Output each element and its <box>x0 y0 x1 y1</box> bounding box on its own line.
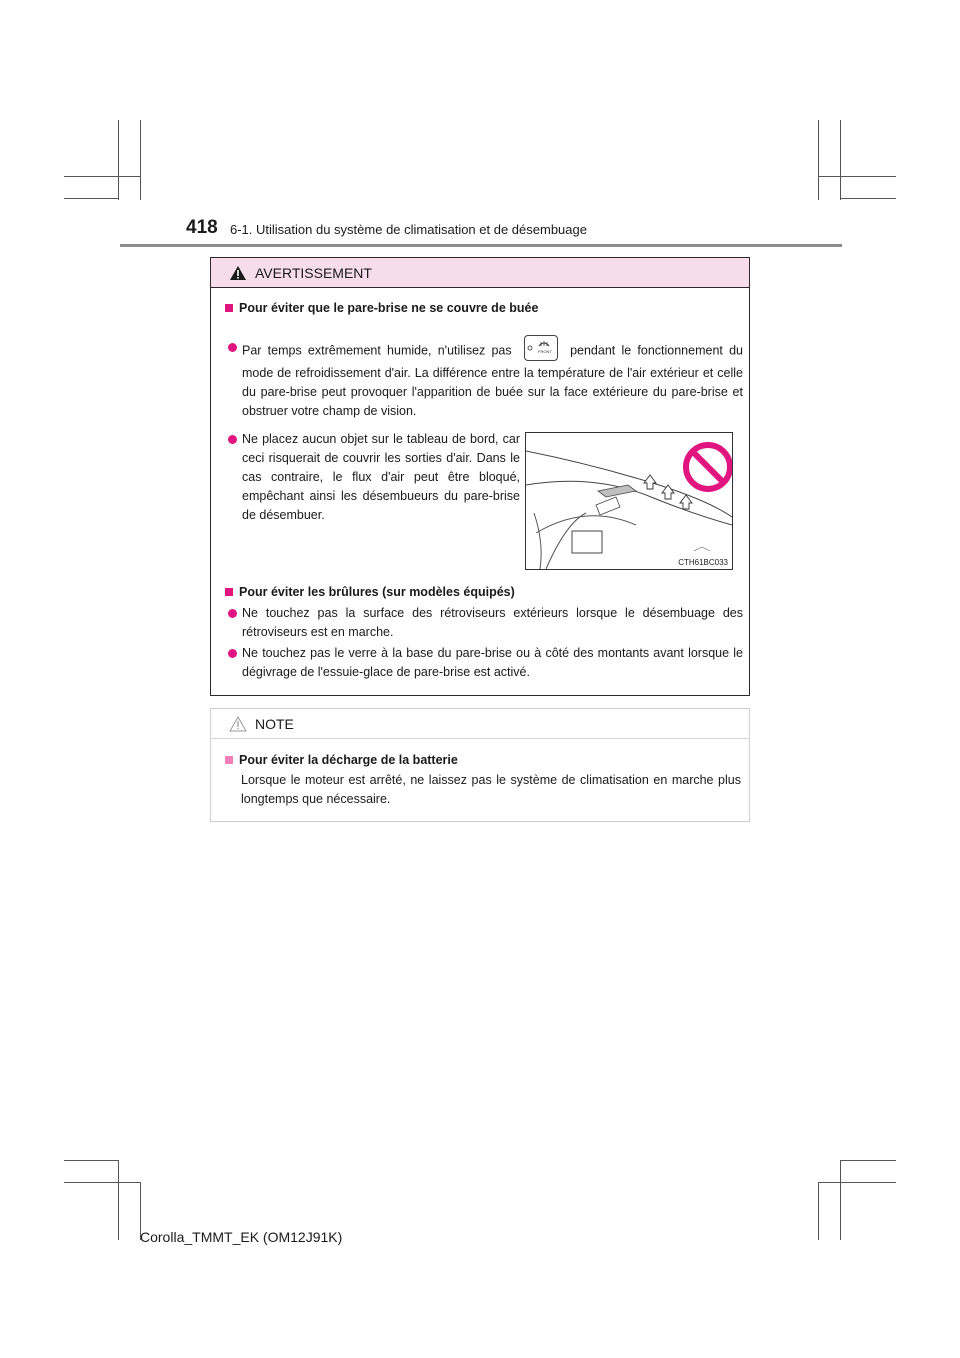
header-divider <box>120 244 842 247</box>
note-box <box>210 708 750 822</box>
warning-label: AVERTISSEMENT <box>255 264 372 281</box>
dashboard-drawing <box>526 433 732 569</box>
square-bullet-icon <box>225 756 233 764</box>
bullet-text: Ne touchez pas la surface des rétroviseurs extérieurs lorsque le désembuage des rétroviseurs est en marche. <box>242 606 743 639</box>
note-label: NOTE <box>255 715 294 732</box>
circle-bullet-icon <box>228 435 237 444</box>
bullet-humid-weather <box>228 338 743 421</box>
circle-bullet-icon <box>228 343 237 352</box>
topic-title: Pour éviter les brûlures (sur modèles équipés) <box>239 585 515 599</box>
bullet-text: Ne placez aucun objet sur le tableau de bord, car ceci risquerait de couvrir les sorties d'air. Dans le cas contraire, le flux d'air peut être bloqué, empêchant ainsi les désembueurs du pare-brise de désembuer. <box>242 432 520 522</box>
circle-bullet-icon <box>228 649 237 658</box>
button-label: FRONT <box>537 349 552 354</box>
bullet-wiper-deicer <box>228 644 743 682</box>
page-number: 418 <box>186 217 218 238</box>
front-defroster-button-icon <box>524 335 558 361</box>
note-header <box>211 709 749 739</box>
bullet-text-before: Par temps extrêmement humide, n'utilisez pas <box>242 343 512 358</box>
footer-model-code: Corolla_TMMT_EK (OM12J91K) <box>140 1229 343 1245</box>
topic-title: Pour éviter que le pare-brise ne se couvre de buée <box>239 301 539 315</box>
section-title: 6-1. Utilisation du système de climatisation et de désembuage <box>230 222 587 237</box>
square-bullet-icon <box>225 588 233 596</box>
illustration-code: CTH61BC033 <box>678 558 728 567</box>
warning-box <box>210 257 750 696</box>
bullet-dashboard-objects <box>228 430 520 525</box>
caution-outline-icon <box>229 716 247 732</box>
square-bullet-icon <box>225 304 233 312</box>
warning-triangle-icon <box>229 265 247 281</box>
bullet-text: Ne touchez pas le verre à la base du pare-brise ou à côté des montants avant lorsque le dégivrage de l'essuie-glace de pare-brise est activé. <box>242 646 743 679</box>
topic-windshield-fog <box>225 301 538 315</box>
topic-burns <box>225 585 515 599</box>
note-text: Lorsque le moteur est arrêté, ne laissez pas le système de climatisation en marche plus longtemps que nécessaire. <box>241 773 741 806</box>
topic-battery <box>225 753 458 767</box>
topic-title: Pour éviter la décharge de la batterie <box>239 753 458 767</box>
circle-bullet-icon <box>228 609 237 618</box>
warning-header <box>211 258 749 288</box>
bullet-text-after: pendant le fonctionnement du mode de refroidissement d'air. La différence entre la température de l'air extérieur et celle du pare-brise peut provoquer l'apparition de buée sur la face extérieure du pare-brise et obstruer votre champ de vision. <box>242 343 743 418</box>
bullet-mirrors <box>228 604 743 642</box>
dashboard-illustration <box>525 432 733 570</box>
